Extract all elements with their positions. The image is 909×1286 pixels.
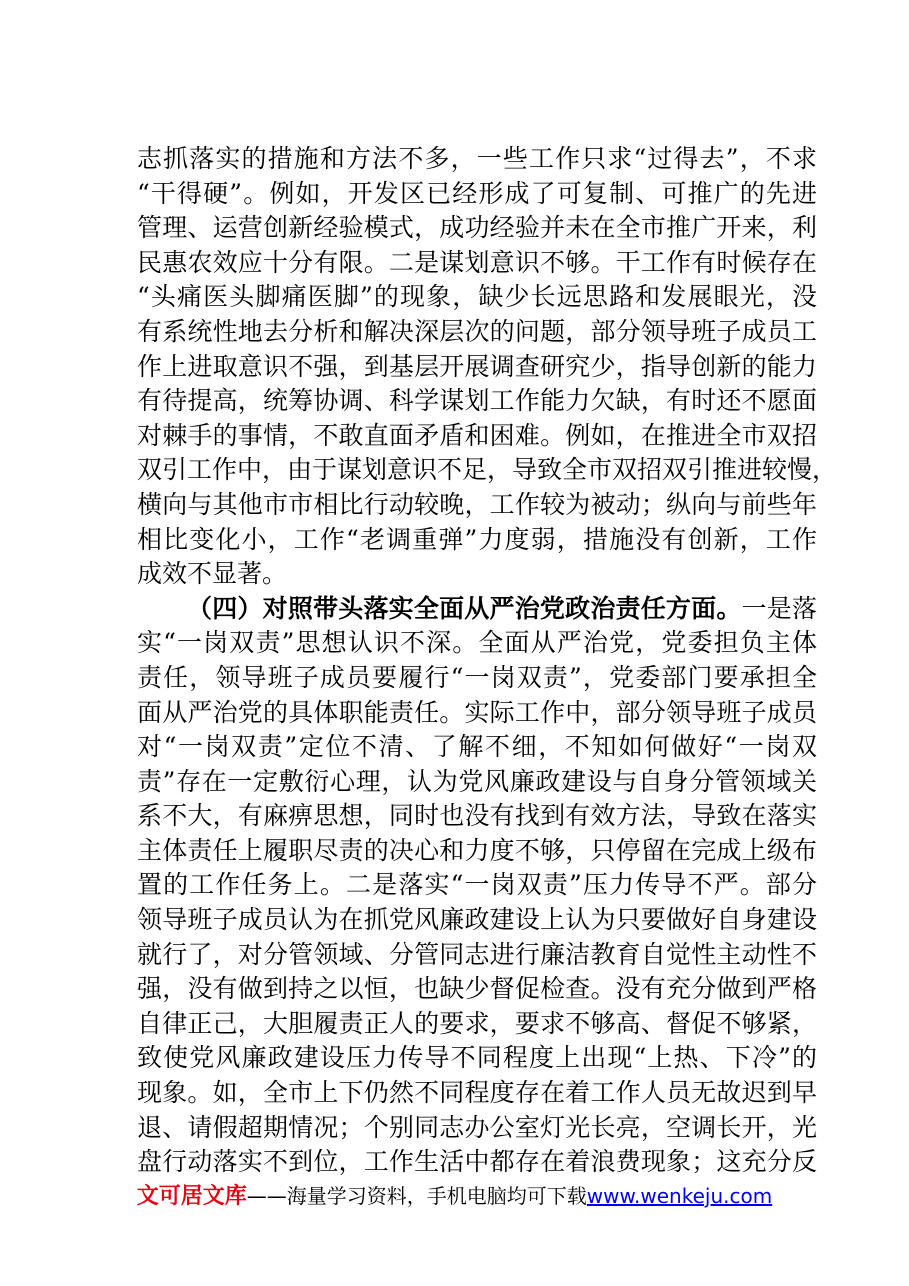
text-line: 实“一岗双责”思想认识不深。全面从严治党，党委担负主体	[137, 628, 817, 658]
text-line: 退、请假超期情况；个别同志办公室灯光长亮，空调长开，光	[137, 1112, 817, 1142]
text-line: “头痛医头脚痛医脚”的现象，缺少长远思路和发展眼光，没	[137, 282, 817, 312]
text-line: 有系统性地去分析和解决深层次的问题，部分领导班子成员工	[137, 316, 817, 346]
text-line: 志抓落实的措施和方法不多，一些工作只求“过得去”，不求	[137, 144, 817, 173]
document-body	[137, 142, 838, 1180]
text-line: 作上进取意识不强，到基层开展调查研究少，指导创新的能力	[137, 351, 817, 381]
text-run: 一是落	[741, 593, 817, 623]
text-line: 领导班子成员认为在抓党风廉政建设上认为只要做好自身建设	[137, 905, 817, 935]
text-line: 面从严治党的具体职能责任。实际工作中，部分领导班子成员	[137, 697, 817, 727]
footer-banner	[0, 1181, 909, 1212]
text-line: 有待提高，统筹协调、科学谋划工作能力欠缺，有时还不愿面	[137, 386, 817, 416]
text-line: 成效不显著。	[137, 559, 288, 589]
footer-brand: 文可居文库	[136, 1184, 247, 1209]
text-line: 横向与其他市市相比行动较晚，工作较为被动；纵向与前些年	[137, 489, 817, 519]
text-line: 对“一岗双责”定位不清、了解不细，不知如何做好“一岗双	[137, 732, 817, 762]
text-line: 系不大，有麻痹思想，同时也没有找到有效方法，导致在落实	[137, 801, 817, 831]
text-line: 致使党风廉政建设压力传导不同程度上出现“上热、下冷”的	[137, 1043, 817, 1073]
text-line: 主体责任上履职尽责的决心和力度不够，只停留在完成上级布	[137, 835, 817, 865]
text-line: 置的工作任务上。二是落实“一岗双责”压力传导不严。部分	[137, 870, 817, 900]
footer-slogan: ——海量学习资料，手机电脑均可下载	[246, 1184, 587, 1208]
text-line: 现象。如，全市上下仍然不同程度存在着工作人员无故迟到早	[137, 1078, 817, 1108]
footer-url-link[interactable]: www.wenkeju.com	[586, 1184, 773, 1208]
text-line: 强，没有做到持之以恒，也缺少督促检查。没有充分做到严格	[137, 974, 817, 1004]
text-line: 就行了，对分管领域、分管同志进行廉洁教育自觉性主动性不	[137, 939, 817, 969]
text-line: 管理、运营创新经验模式，成功经验并未在全市推广开来，利	[137, 213, 817, 243]
text-line: 盘行动落实不到位，工作生活中都存在着浪费现象；这充分反	[137, 1147, 817, 1177]
text-line: 责任，领导班子成员要履行“一岗双责”，党委部门要承担全	[137, 662, 817, 692]
text-line: 双引工作中，由于谋划意识不足，导致全市双招双引推进较慢，	[137, 455, 838, 485]
text-line: “干得硬”。例如，开发区已经形成了可复制、可推广的先进	[137, 178, 817, 208]
section-heading: （四）对照带头落实全面从严治党政治责任方面。	[187, 593, 742, 623]
text-line: 自律正己，大胆履责正人的要求，要求不够高、督促不够紧，	[137, 1008, 817, 1038]
text-line: 民惠农效应十分有限。二是谋划意识不够。干工作有时候存在	[137, 247, 817, 277]
text-line: 责”存在一定敷衍心理，认为党风廉政建设与自身分管领域关	[137, 766, 817, 796]
section-heading-line	[137, 592, 817, 627]
text-line: 相比变化小，工作“老调重弹”力度弱，措施没有创新，工作	[137, 524, 817, 554]
text-line: 对棘手的事情，不敢直面矛盾和困难。例如，在推进全市双招	[137, 420, 817, 450]
